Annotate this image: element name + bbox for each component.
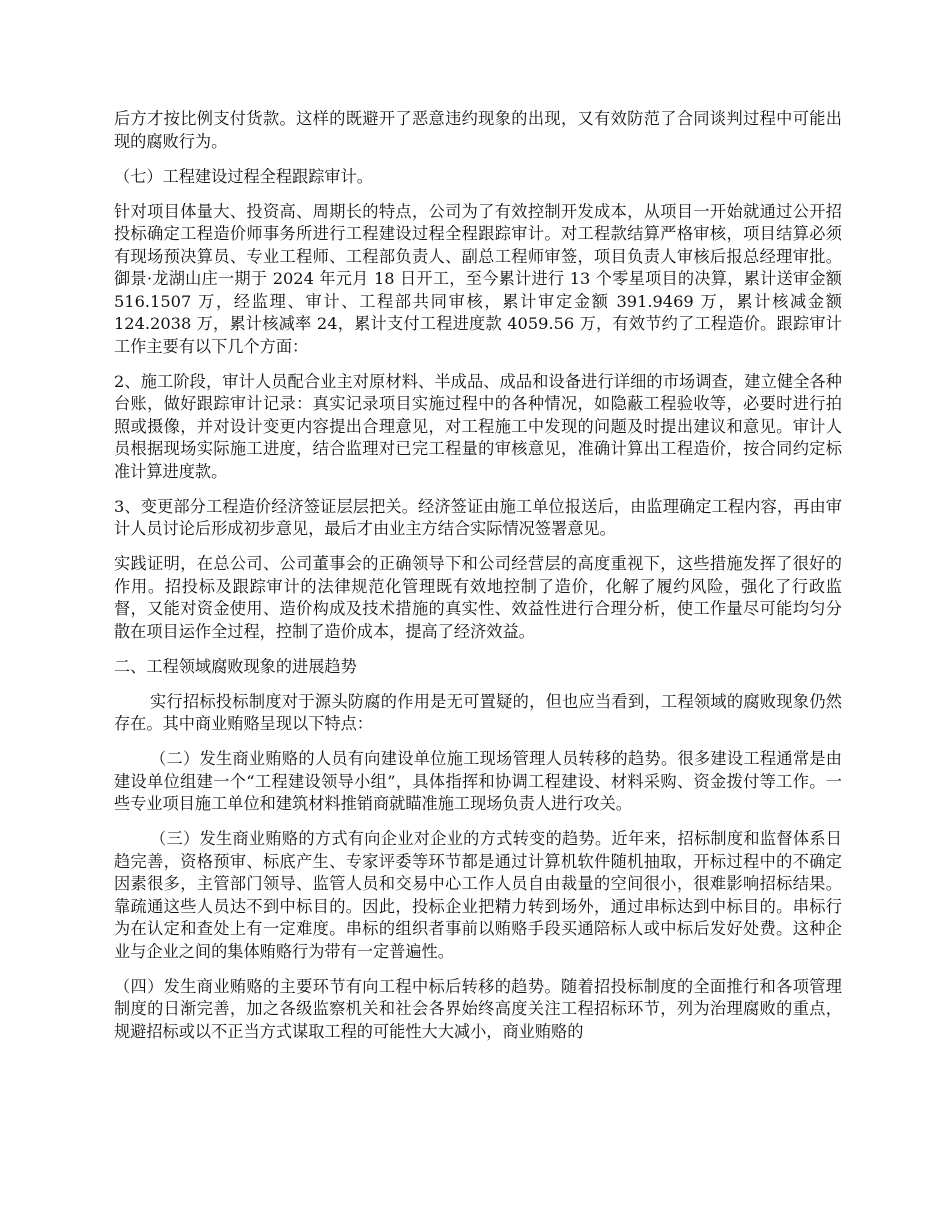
paragraph-bidding-system: 实行招标投标制度对于源头防腐的作用是无可置疑的，但也应当看到，工程领域的腐败现象仍然存在。其中商业贿赂呈现以下特点： bbox=[114, 691, 842, 733]
section-heading-audit: （七）工程建设过程全程跟踪审计。 bbox=[114, 166, 373, 186]
paragraph-payment-terms: 后方才按比例支付货款。这样的既避开了恶意违约现象的出现，又有效防范了合同谈判过程中可能出现的腐败行为。 bbox=[114, 109, 842, 151]
paragraph-trend-two: （二）发生商业贿赂的人员有向建设单位施工现场管理人员转移的趋势。很多建设工程通常是由建设单位组建一个“工程建设领导小组”，具体指挥和协调工程建设、材料采购、资金拨付等工作。一些专业项目施工单位和建筑材料推销商就瞄准施工现场负责人进行攻关。 bbox=[114, 749, 842, 813]
paragraph-change-visa: 3、变更部分工程造价经济签证层层把关。经济签证由施工单位报送后，由监理确定工程内容，再由审计人员讨论后形成初步意见，最后才由业主方结合实际情况签署意见。 bbox=[114, 496, 842, 538]
paragraph-trend-three: （三）发生商业贿赂的方式有向企业对企业的方式转变的趋势。近年来，招标制度和监督体系日趋完善，资格预审、标底产生、专家评委等环节都是通过计算机软件随机抽取，开标过程中的不确定因素很多，主管部门领导、监管人员和交易中心工作人员自由裁量的空间很小，很难影响招标结果。靠疏通这些人员达不到中标目的。因此，投标企业把精力转到场外，通过串标达到中标目的。串标行为在认定和查处上有一定难度。串标的组织者事前以贿赂手段买通陪标人或中标后发好处费。这种企业与企业之间的集体贿赂行为带有一定普遍性。 bbox=[114, 829, 842, 961]
document-page bbox=[114, 108, 842, 1056]
paragraph-trend-four: （四）发生商业贿赂的主要环节有向工程中标后转移的趋势。随着招投标制度的全面推行和各项管理制度的日渐完善，加之各级监察机关和社会各界始终高度关注工程招标环节，列为治理腐败的重点，规避招标或以不正当方式谋取工程的可能性大大减小，商业贿赂的 bbox=[114, 976, 842, 1041]
section-heading-trends: 二、工程领域腐败现象的进展趋势 bbox=[114, 656, 357, 676]
paragraph-audit-overview: 针对项目体量大、投资高、周期长的特点，公司为了有效控制开发成本，从项目一开始就通过公开招投标确定工程造价师事务所进行工程建设过程全程跟踪审计。对工程款结算严格审核，项目结算必须有现场预决算员、专业工程师、工程部负责人、副总工程师审签，项目负责人审核后报总经理审批。御景·龙湖山庄一期于 2024 年元月 18 日开工，至今累计进行 13 个零星项目的决算，累计送审金额 516.1507 万，经监理、审计、工程部共同审核，累计审定金额 391.9469 万，累计核减金额 124.2038 万，累计核减率 24，累计支付工程进度款 4059.56 万，有效节约了工程造价。跟踪审计工作主要有以下几个方面： bbox=[114, 201, 842, 356]
paragraph-construction-stage: 2、施工阶段，审计人员配合业主对原材料、半成品、成品和设备进行详细的市场调查，建立健全各种台账，做好跟踪审计记录：真实记录项目实施过程中的各种情况，如隐蔽工程验收等，必要时进行拍照或摄像，并对设计变更内容提出合理意见，对工程施工中发现的问题及时提出建议和意见。审计人员根据现场实际施工进度，结合监理对已完工程量的审核意见，准确计算出工程造价，按合同约定标准计算进度款。 bbox=[114, 371, 842, 481]
paragraph-practice-proof: 实践证明，在总公司、公司董事会的正确领导下和公司经营层的高度重视下，这些措施发挥了很好的作用。招投标及跟踪审计的法律规范化管理既有效地控制了造价，化解了履约风险，强化了行政监督，又能对资金使用、造价构成及技术措施的真实性、效益性进行合理分析，使工作量尽可能均匀分散在项目运作全过程，控制了造价成本，提高了经济效益。 bbox=[114, 554, 842, 641]
